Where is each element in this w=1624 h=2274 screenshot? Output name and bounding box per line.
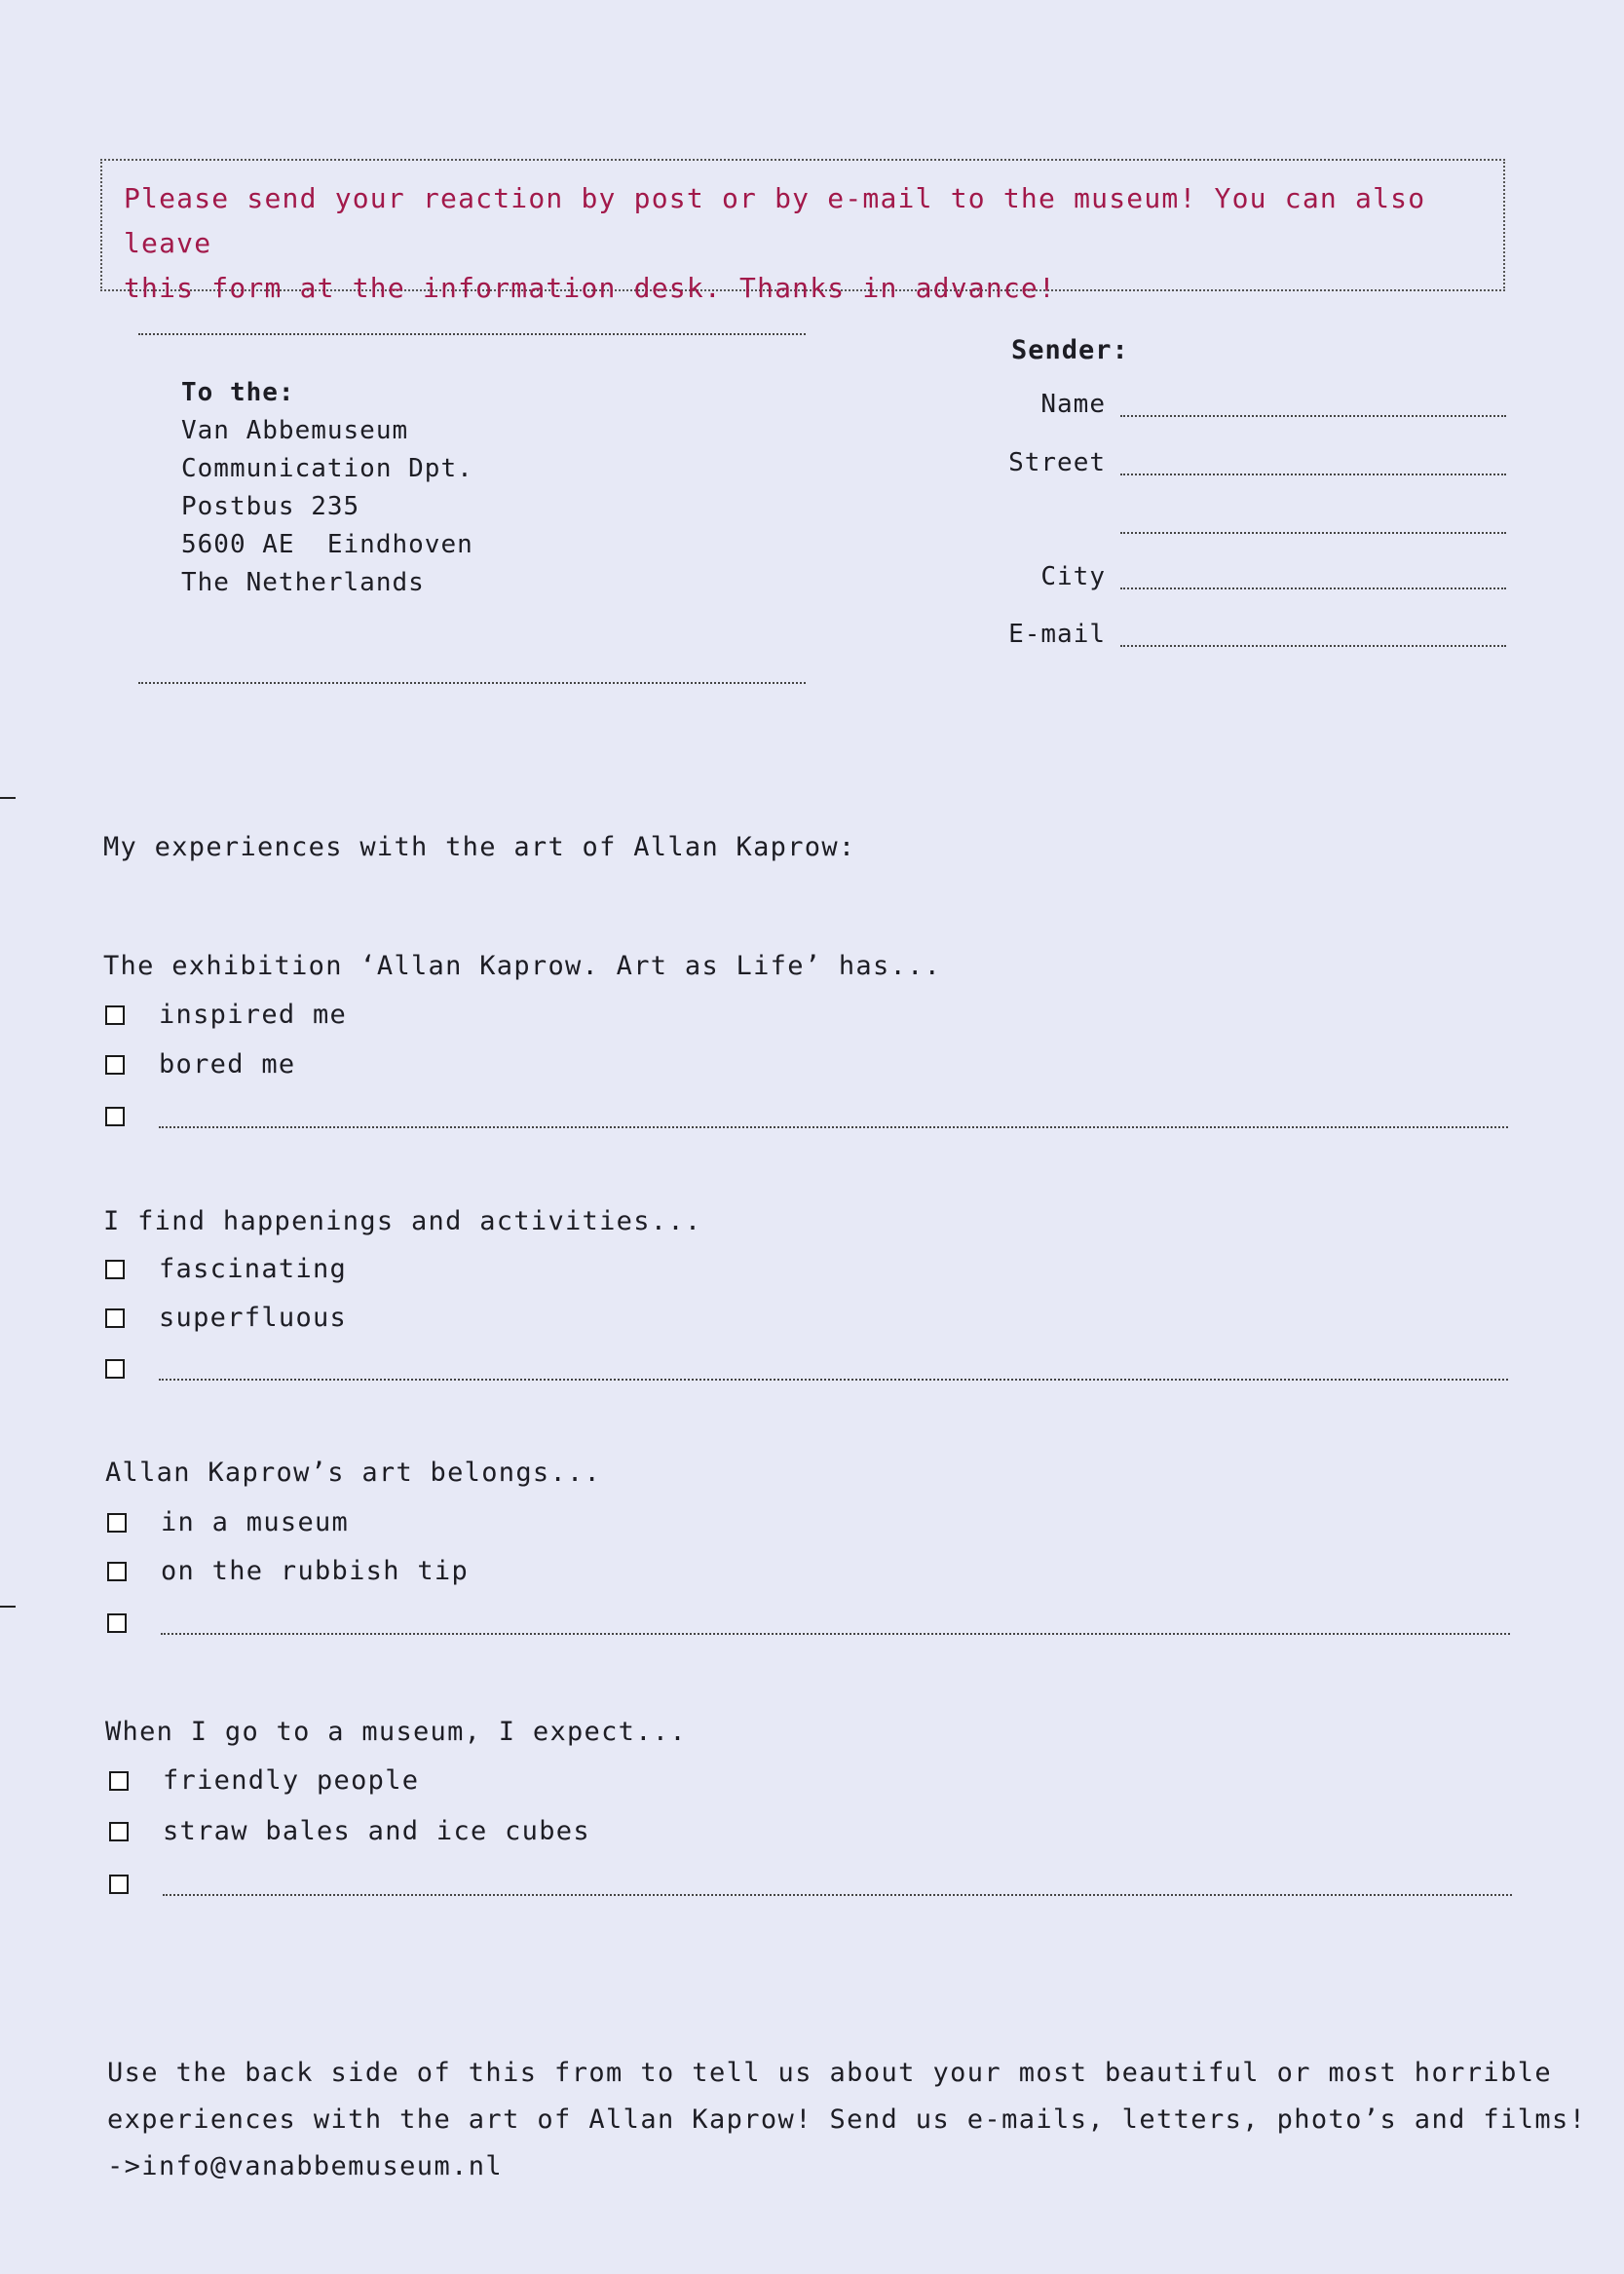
- option-label: inspired me: [159, 1000, 348, 1030]
- recipient-label: To the:: [181, 378, 295, 407]
- sender-title: Sender:: [1011, 335, 1129, 365]
- sender-city-label-box: [974, 562, 1106, 593]
- checkbox[interactable]: [107, 1562, 127, 1581]
- option-label: friendly people: [163, 1765, 420, 1796]
- option-superfluous[interactable]: [105, 1305, 1508, 1334]
- sender-name-label-box: [974, 390, 1106, 421]
- footer-line: Use the back side of this from to tell us about your most beautiful or most horrible: [107, 2058, 1553, 2088]
- checkbox[interactable]: [105, 1107, 125, 1126]
- option-fascinating[interactable]: [105, 1256, 1508, 1285]
- checkbox[interactable]: [105, 1308, 125, 1328]
- option-label: in a museum: [161, 1507, 350, 1537]
- checkbox[interactable]: [109, 1875, 129, 1894]
- option-friendly-people[interactable]: [109, 1767, 1512, 1797]
- sender-email-field[interactable]: [1120, 645, 1506, 647]
- question-title: I find happenings and activities...: [103, 1206, 702, 1236]
- option-other[interactable]: [109, 1871, 1512, 1900]
- checkbox[interactable]: [109, 1771, 129, 1791]
- margin-mark: [0, 797, 16, 799]
- sender-email-label: E-mail: [1008, 620, 1106, 649]
- checkbox[interactable]: [107, 1513, 127, 1533]
- recipient-line: Van Abbemuseum: [181, 416, 409, 445]
- checkbox[interactable]: [105, 1359, 125, 1379]
- question-title: Allan Kaprow’s art belongs...: [105, 1458, 602, 1488]
- address-bottom-rule: [138, 682, 806, 684]
- sender-street-label: Street: [1008, 448, 1106, 477]
- checkbox[interactable]: [109, 1822, 129, 1841]
- sender-street-label-box: [974, 448, 1106, 479]
- question-title: The exhibition ‘Allan Kaprow. Art as Life’ has...: [103, 951, 942, 981]
- footer-line: experiences with the art of Allan Kaprow! Send us e-mails, letters, photo’s and films!: [107, 2104, 1587, 2135]
- other-answer-field[interactable]: [159, 1379, 1508, 1381]
- footer-text: [107, 2050, 1587, 2190]
- margin-mark: [0, 1606, 16, 1608]
- option-straw-bales[interactable]: [109, 1818, 1512, 1847]
- other-answer-field[interactable]: [159, 1126, 1508, 1128]
- sender-city-label: City: [1040, 562, 1106, 591]
- question-title: When I go to a museum, I expect...: [105, 1717, 687, 1747]
- checkbox[interactable]: [107, 1613, 127, 1633]
- sender-name-field[interactable]: [1120, 415, 1506, 417]
- option-inspired[interactable]: [105, 1002, 1508, 1031]
- option-other[interactable]: [107, 1610, 1510, 1639]
- other-answer-field[interactable]: [161, 1633, 1510, 1635]
- option-other[interactable]: [105, 1103, 1508, 1132]
- option-bored[interactable]: [105, 1051, 1508, 1080]
- option-other[interactable]: [105, 1355, 1508, 1384]
- checkbox[interactable]: [105, 1260, 125, 1279]
- recipient-line: The Netherlands: [181, 568, 425, 597]
- sender-email-label-box: [974, 620, 1106, 651]
- recipient-line: Postbus 235: [181, 492, 360, 521]
- option-in-museum[interactable]: [107, 1509, 1510, 1538]
- option-rubbish-tip[interactable]: [107, 1558, 1510, 1587]
- notice-line: Please send your reaction by post or by e-mail to the museum! You can also leave: [124, 182, 1426, 259]
- option-label: bored me: [159, 1049, 296, 1080]
- recipient-address: [181, 374, 473, 602]
- option-label: fascinating: [159, 1254, 348, 1284]
- sender-city-field[interactable]: [1120, 587, 1506, 589]
- checkbox[interactable]: [105, 1005, 125, 1025]
- option-label: straw bales and ice cubes: [163, 1816, 590, 1846]
- option-label: on the rubbish tip: [161, 1556, 469, 1586]
- address-top-rule: [138, 333, 806, 335]
- option-label: superfluous: [159, 1303, 348, 1333]
- other-answer-field[interactable]: [163, 1894, 1512, 1896]
- notice-line: this form at the information desk. Thanks in advance!: [124, 272, 1057, 304]
- footer-email-link[interactable]: ->info@vanabbemuseum.nl: [107, 2151, 504, 2181]
- notice-box: [100, 159, 1505, 304]
- recipient-line: Communication Dpt.: [181, 454, 473, 483]
- sender-name-label: Name: [1040, 390, 1106, 419]
- sender-street-field-line2[interactable]: [1120, 532, 1506, 534]
- sender-street-field[interactable]: [1120, 474, 1506, 475]
- survey-intro: My experiences with the art of Allan Kaprow:: [103, 832, 856, 862]
- recipient-line: 5600 AE Eindhoven: [181, 530, 473, 559]
- checkbox[interactable]: [105, 1055, 125, 1075]
